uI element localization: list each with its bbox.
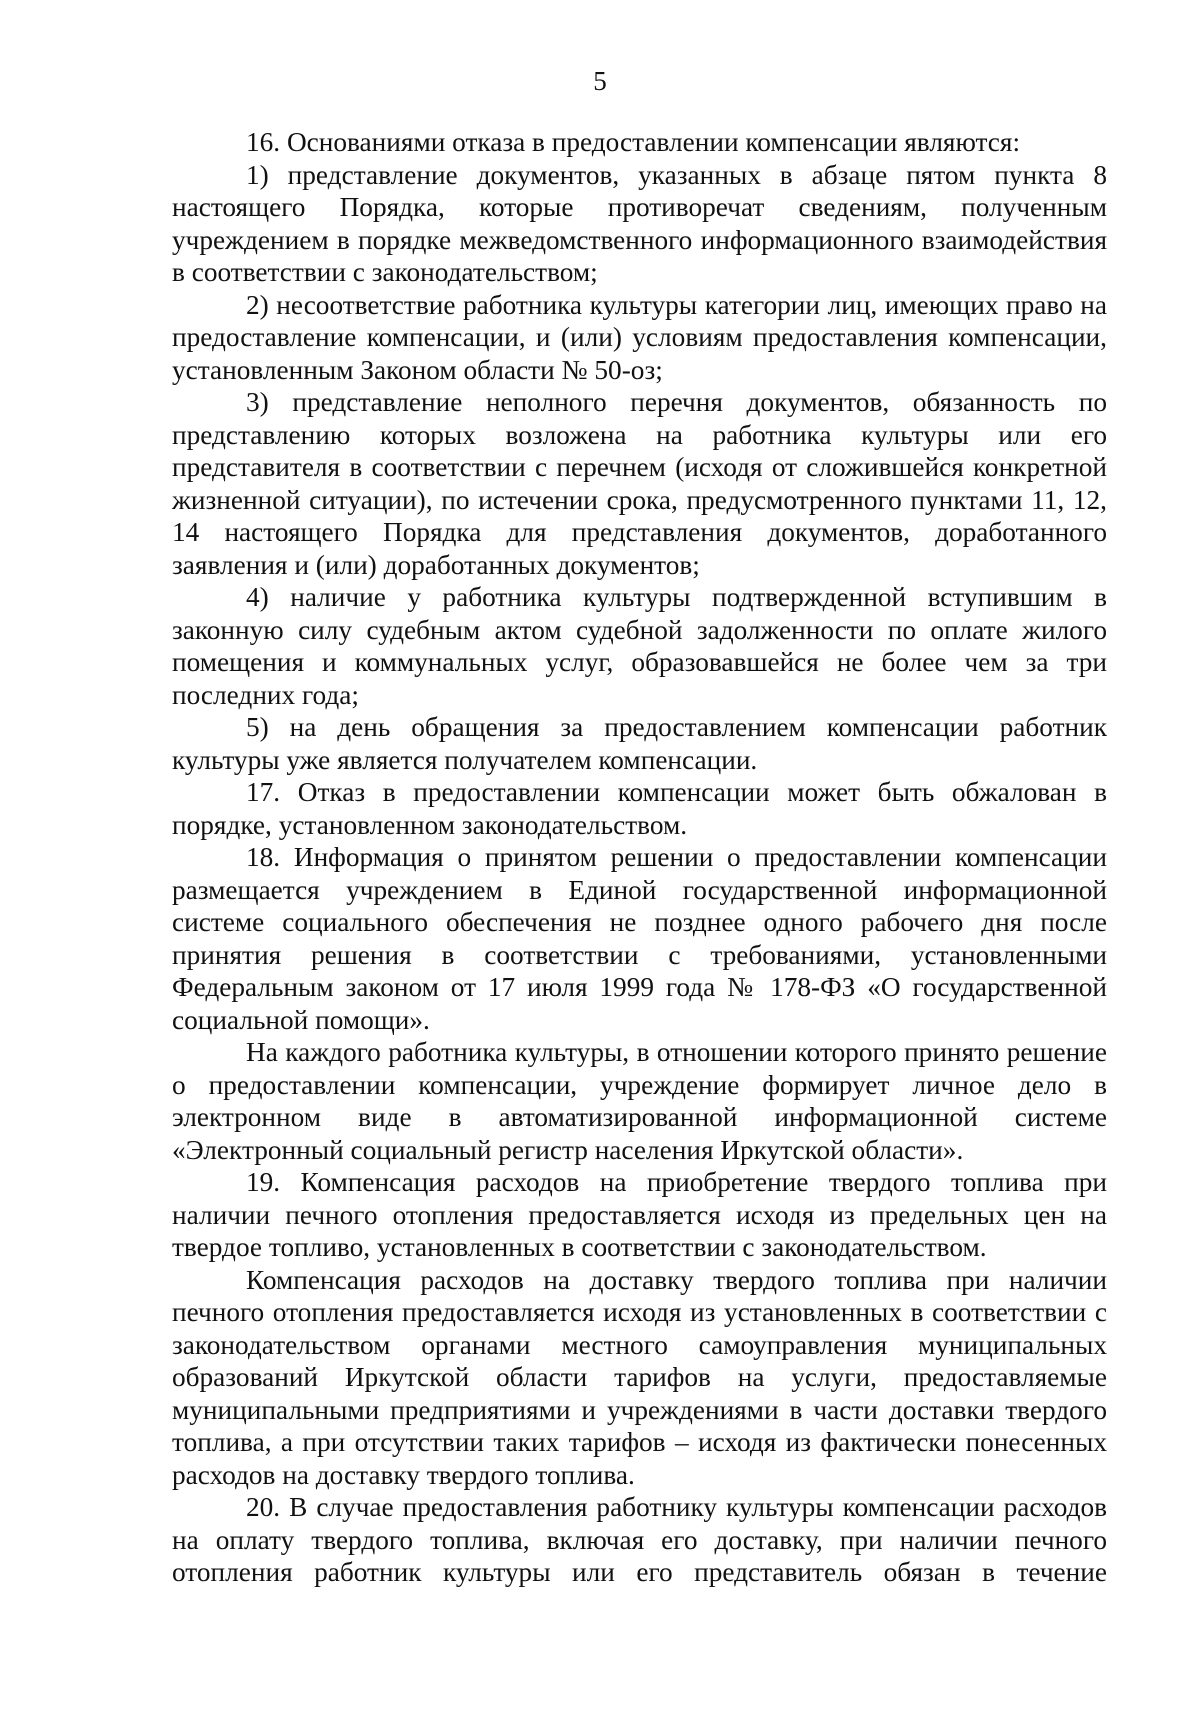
list-item-5: 5) на день обращения за предоставлением компенсации работник культуры уже является получателем компенсации. xyxy=(172,712,1107,775)
paragraph-17: 17. Отказ в предоставлении компенсации может быть обжалован в порядке, установленном законодательством. xyxy=(172,777,1107,840)
paragraph-18-personal-file: На каждого работника культуры, в отношении которого принято решение о предоставлении компенсации, учреждение формирует личное дело в электронном виде в автоматизированной информационной системе «Электронный социальный регистр населения Иркутской области». xyxy=(172,1037,1107,1165)
paragraph-19: 19. Компенсация расходов на приобретение твердого топлива при наличии печного отопления предоставляется исходя из предельных цен на твердое топливо, установленных в соответствии с законодательством. xyxy=(172,1167,1107,1262)
list-item-1: 1) представление документов, указанных в абзаце пятом пункта 8 настоящего Порядка, которые противоречат сведениям, полученным учреждением в порядке межведомственного информационного взаимодействия в соответствии с законодательством; xyxy=(172,159,1107,287)
paragraph-20: 20. В случае предоставления работнику культуры компенсации расходов на оплату твердого топлива, включая его доставку, при наличии печного отопления работник культуры или его представитель обязан в течение xyxy=(172,1492,1107,1587)
document-body xyxy=(172,126,1107,1589)
list-item-3: 3) представление неполного перечня документов, обязанность по представлению которых возложена на работника культуры или его представителя в соответствии с перечнем (исходя от сложившейся конкретной жизненной ситуации), по истечении срока, предусмотренного пунктами 11, 12, 14 настоящего Порядка для представления документов, доработанного заявления и (или) доработанных документов; xyxy=(172,387,1107,580)
page-number: 5 xyxy=(593,66,607,96)
paragraph-16: 16. Основаниями отказа в предоставлении компенсации являются: xyxy=(246,127,1021,157)
paragraph-19-delivery: Компенсация расходов на доставку твердого топлива при наличии печного отопления предоставляется исходя из установленных в соответствии с законодательством органами местного самоуправления муниципальных образований Иркутской области тарифов на услуги, предоставляемые муниципальными предприятиями и учреждениями в части доставки твердого топлива, а при отсутствии таких тарифов – исходя из фактически понесенных расходов на доставку твердого топлива. xyxy=(172,1264,1107,1490)
paragraph-18: 18. Информация о принятом решении о предоставлении компенсации размещается учреждением в Единой государственной информационной системе социального обеспечения не позднее одного рабочего дня после принятия решения в соответствии с требованиями, установленными Федеральным законом от 17 июля 1999 года № 178-ФЗ «О государственной социальной помощи». xyxy=(172,842,1107,1035)
list-item-2: 2) несоответствие работника культуры категории лиц, имеющих право на предоставление компенсации, и (или) условиям предоставления компенсации, установленным Законом области № 50-оз; xyxy=(172,289,1107,385)
list-item-4: 4) наличие у работника культуры подтвержденной вступившим в законную силу судебным актом судебной задолженности по оплате жилого помещения и коммунальных услуг, образовавшейся не более чем за три последних года; xyxy=(172,582,1107,710)
